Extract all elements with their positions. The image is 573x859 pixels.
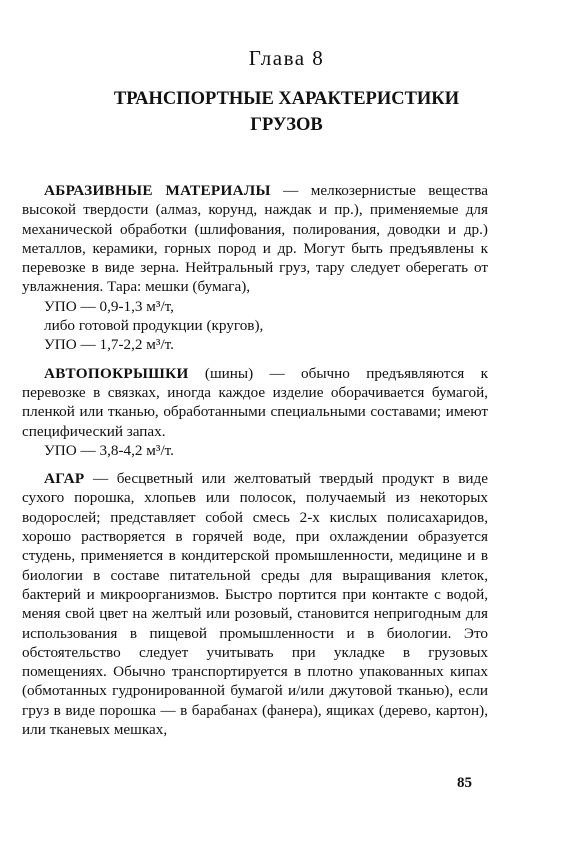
chapter-heading: Глава 8 bbox=[248, 46, 325, 70]
entry-line: УПО — 0,9-1,3 м³/т, bbox=[44, 297, 174, 315]
entry-term: АГАР bbox=[44, 470, 85, 488]
chapter-title bbox=[30, 86, 543, 138]
entry-term: АВТОПОКРЫШКИ bbox=[44, 364, 189, 382]
entry-line: УПО — 3,8-4,2 м³/т. bbox=[44, 441, 174, 459]
chapter-title-line-1: ТРАНСПОРТНЫЕ ХАРАКТЕРИСТИКИ bbox=[113, 89, 460, 109]
entry-line: УПО — 1,7-2,2 м³/т. bbox=[44, 336, 174, 354]
chapter-title-line-2: ГРУЗОВ bbox=[250, 115, 323, 135]
entry-abrasives bbox=[22, 181, 488, 297]
entry-term: АБРАЗИВНЫЕ МАТЕРИАЛЫ bbox=[44, 182, 271, 199]
entry-text: — бесцветный или желтоватый твердый продукт в виде сухого порошка, хлопьев или полосок, получаемый из некоторых водорослей; представляет собой смесь 2-х кислых полисахаридов, хорошо растворяется в горячей воде, при охлаждении образуется студень, применяется в кондитерской промышленности, медицине и в биологии в составе питательной среды для выращивания клеток, бактерий и микроорганизмов. Быстро портится при контакте с водой, меняя свой цвет на желтый или розовый, становится непригодным для использования в пищевой промышленности и в биологии. Это обстоятельство следует учитывать при укладке в грузовых помещениях. Обычно транспортируется в плотно упакованных кипах (обмотанных гудронированной бумагой и/или джутовой тканью), если груз в виде порошка — в барабанах (фанера), ящиках (дерево, картон), или тканевых мешках, bbox=[22, 470, 488, 739]
entry-line: либо готовой продукции (кругов), bbox=[44, 317, 264, 335]
entry-agar bbox=[22, 469, 488, 739]
entry-text: — мелкозернистые вещества высокой твердости (алмаз, корунд, наждак и пр.), применяемые для механической обработки (шлифования, полирования, доводки и др.) металлов, керамики, горных пород и др. Могут быть предъявлены к перевозке в виде зерна. Нейтральный груз, тару следует оберегать от увлажнения. Тара: мешки (бумага), bbox=[22, 182, 488, 296]
page-body bbox=[22, 181, 488, 739]
entry-text: (шины) — обычно предъявляются к перевозке в связках, иногда каждое изделие оборачивается бумагой, пленкой или тканью, обработанными специальными составами; имеют специфический запах. bbox=[22, 364, 488, 440]
entry-tires bbox=[22, 364, 488, 441]
page-number: 85 bbox=[457, 775, 472, 791]
